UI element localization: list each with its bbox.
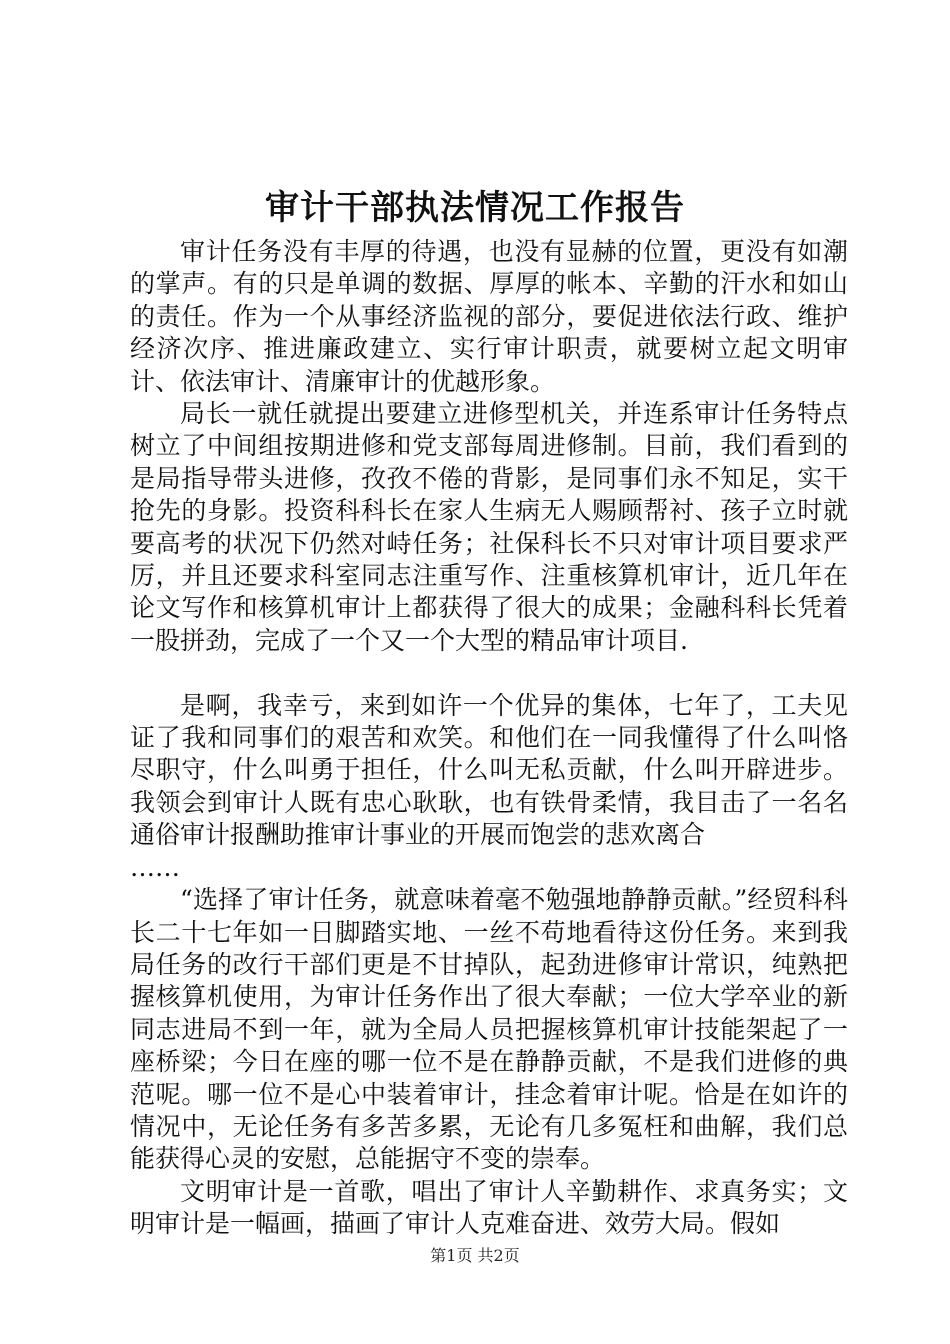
document-title: 审计干部执法情况工作报告	[265, 188, 685, 228]
paragraph: 文明审计是一首歌，唱出了审计人辛勤耕作、求真务实；文明审计是一幅画，描画了审计人克难奋进、效劳大局。假如	[130, 1176, 848, 1239]
page-indicator: 第1页 共2页	[430, 1246, 520, 1265]
document-body	[130, 236, 848, 1241]
paragraph: 局长一就任就提出要建立进修型机关，并连系审计任务特点树立了中间组按期进修和党支部每周进修制。目前，我们看到的是局指导带头进修，孜孜不倦的背影，是同事们永不知足，实干抢先的身影。投资科科长在家人生病无人赐顾帮衬、孩子立时就要高考的状况下仍然对峙任务；社保科长不只对审计项目要求严厉，并且还要求科室同志注重写作、注重核算机审计，近几年在论文写作和核算机审计上都获得了很大的成果；金融科科长凭着一股拼劲，完成了一个又一个大型的精品审计项目.	[130, 399, 848, 655]
paragraph: “选择了审计任务，就意味着毫不勉强地静静贡献。”经贸科科长二十七年如一日脚踏实地、一丝不苟地看待这份任务。来到我局任务的改行干部们更是不甘掉队，起劲进修审计常识，纯熟把握核算机使用，为审计任务作出了很大奉献；一位大学卒业的新同志进局不到一年，就为全局人员把握核算机审计技能架起了一座桥梁；今日在座的哪一位不是在静静贡献，不是我们进修的典范呢。哪一位不是心中装着审计，挂念着审计呢。恰是在如许的情况中，无论任务有多苦多累，无论有几多冤枉和曲解，我们总能获得心灵的安慰，总能据守不变的崇奉。	[130, 885, 848, 1174]
ellipsis-line: ……	[130, 852, 180, 882]
paragraph: 审计任务没有丰厚的待遇，也没有显赫的位置，更没有如潮的掌声。有的只是单调的数据、厚厚的帐本、辛勤的汗水和如山的责任。作为一个从事经济监视的部分，要促进依法行政、维护经济次序、推进廉政建立、实行审计职责，就要树立起文明审计、依法审计、清廉审计的优越形象。	[130, 237, 848, 396]
paragraph: 是啊，我幸亏，来到如许一个优异的集体，七年了，工夫见证了我和同事们的艰苦和欢笑。和他们在一同我懂得了什么叫恪尽职守，什么叫勇于担任，什么叫无私贡献，什么叫开辟进步。我领会到审计人既有忠心耿耿，也有铁骨柔情，我目击了一名名通俗审计报酬助推审计事业的开展而饱尝的悲欢离合	[130, 690, 848, 850]
paragraph-spacer	[130, 657, 848, 689]
